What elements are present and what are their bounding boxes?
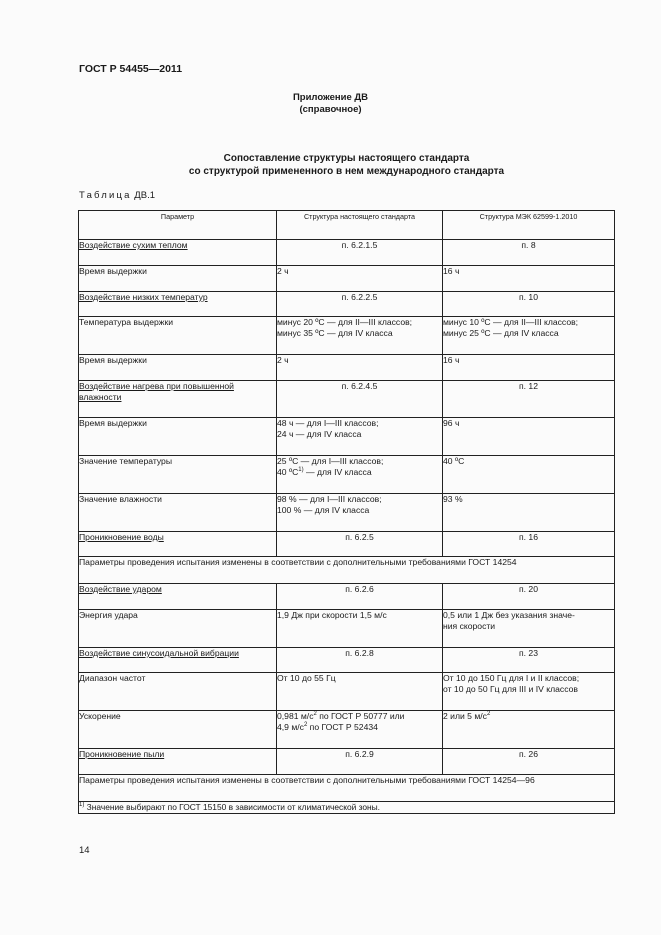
table-row: [79, 673, 615, 711]
section-label: Проникновение пыли: [79, 749, 165, 759]
gost-clause: п. 6.2.6: [277, 584, 443, 610]
gost-value: [277, 317, 443, 355]
gost-clause: п. 6.2.8: [277, 648, 443, 673]
gost-clause: п. 6.2.9: [277, 749, 443, 775]
parameter-label: Ускорение: [79, 711, 277, 749]
section-label: Воздействие низких температур: [79, 292, 208, 302]
gost-value-line: [277, 467, 442, 478]
table-row: [79, 266, 615, 292]
gost-clause: п. 6.2.1.5: [277, 240, 443, 266]
heading-line-2: со структурой примененного в нем международного стандарта: [188, 166, 505, 177]
footnote-marker: 1): [79, 802, 85, 809]
iec-clause: п. 23: [443, 648, 615, 673]
gost-value: [277, 494, 443, 532]
table-header-row: [79, 211, 615, 240]
table-row-section: [79, 648, 615, 673]
table-row-section: [79, 584, 615, 610]
gost-value-line: [277, 722, 442, 733]
comparison-table: [78, 210, 615, 814]
heading-line-1: Сопоставление структуры настоящего стандарта: [223, 153, 470, 164]
iec-clause: п. 16: [443, 532, 615, 557]
table-footnote-row: [79, 802, 615, 814]
iec-value-line: минус 25 ºС — для IV класса: [443, 328, 559, 338]
annex-subtitle: (справочное): [299, 104, 362, 115]
annex-title: Приложение ДВ: [292, 92, 369, 103]
gost-value: 1,9 Дж при скорости 1,5 м/с: [277, 610, 443, 648]
iec-clause: п. 10: [443, 292, 615, 317]
column-header-gost: Структура настоящего стандарта: [277, 211, 443, 240]
table-row: [79, 418, 615, 456]
iec-value: 16 ч: [443, 266, 615, 292]
table-row-section: [79, 532, 615, 557]
parameter-label: Значение температуры: [79, 456, 277, 494]
value-text: 2 или 5 м/с: [443, 711, 487, 721]
iec-value-line: От 10 до 150 Гц для I и II классов;: [443, 673, 580, 683]
column-header-parameter: Параметр: [79, 211, 277, 240]
footnote: [79, 802, 615, 814]
iec-value: 93 %: [443, 494, 615, 532]
table-row: [79, 494, 615, 532]
table-row-note: [79, 557, 615, 584]
value-text: по ГОСТ Р 52434: [307, 722, 378, 732]
gost-clause: п. 6.2.5: [277, 532, 443, 557]
gost-value-line: 100 % — для IV класса: [277, 505, 370, 515]
exponent: 2: [303, 722, 308, 729]
gost-clause: п. 6.2.4.5: [277, 381, 443, 418]
gost-value-line: минус 35 ºС — для IV класса: [277, 328, 393, 338]
iec-value-line: ния скорости: [443, 621, 496, 631]
gost-value-line: 48 ч — для I—III классов;: [277, 418, 379, 428]
exponent: 2: [486, 711, 491, 718]
value-text: 4,9 м/с: [277, 722, 304, 732]
iec-clause: п. 12: [443, 381, 615, 418]
iec-value-line: минус 10 ºС — для II—III классов;: [443, 317, 579, 327]
iec-clause: п. 8: [443, 240, 615, 266]
gost-value: 2 ч: [277, 355, 443, 381]
table-caption-number: ДВ.1: [134, 190, 155, 201]
parameter-label: Время выдержки: [79, 266, 277, 292]
section-label-line: Воздействие нагрева при повышенной: [79, 381, 234, 391]
table-row-note: [79, 775, 615, 802]
parameter-label: Время выдержки: [79, 355, 277, 381]
value-text: 0,981 м/с: [277, 711, 314, 721]
iec-value: 96 ч: [443, 418, 615, 456]
table-row-section: [79, 749, 615, 775]
parameter-label: Энергия удара: [79, 610, 277, 648]
table-row: [79, 610, 615, 648]
table-caption: [79, 190, 155, 201]
iec-value: [443, 711, 615, 749]
footnote-ref: 1): [298, 467, 304, 474]
table-row: [79, 355, 615, 381]
test-parameters-note: Параметры проведения испытания изменены в соответствии с дополнительными требованиями ГОСТ 14254: [79, 557, 615, 584]
value-text: по ГОСТ Р 50777 или: [316, 711, 405, 721]
parameter-label: Время выдержки: [79, 418, 277, 456]
section-label: Воздействие сухим теплом: [79, 240, 188, 250]
section-label: Проникновение воды: [79, 532, 164, 542]
iec-value: [443, 317, 615, 355]
table-row-section: [79, 240, 615, 266]
table-row: [79, 317, 615, 355]
gost-value: 2 ч: [277, 266, 443, 292]
table-row-section: [79, 292, 615, 317]
footnote-text: Значение выбирают по ГОСТ 15150 в зависимости от климатической зоны.: [84, 802, 381, 812]
gost-value: [277, 456, 443, 494]
parameter-label: Диапазон частот: [79, 673, 277, 711]
iec-clause: п. 26: [443, 749, 615, 775]
value-text: 40 ºС: [277, 467, 299, 477]
table-row-section: [79, 381, 615, 418]
parameter-label: Значение влажности: [79, 494, 277, 532]
page-number: 14: [79, 845, 90, 856]
gost-value: [277, 418, 443, 456]
iec-value: [443, 673, 615, 711]
gost-value-line: 25 ºС — для I—III классов;: [277, 456, 384, 466]
gost-value: [277, 711, 443, 749]
iec-value: 16 ч: [443, 355, 615, 381]
gost-value-line: 24 ч — для IV класса: [277, 429, 362, 439]
value-text: — для IV класса: [303, 467, 372, 477]
table-caption-label: Таблица: [79, 190, 132, 201]
test-parameters-note: Параметры проведения испытания изменены в соответствии с дополнительными требованиями ГОСТ 14254—96: [79, 775, 615, 802]
gost-value-line: минус 20 ºС — для II—III классов;: [277, 317, 413, 327]
gost-value-line: 98 % — для I—III классов;: [277, 494, 382, 504]
document-id: ГОСТ Р 54455—2011: [79, 63, 183, 75]
table-row: [79, 711, 615, 749]
iec-value: [443, 610, 615, 648]
section-label: Воздействие синусоидальной вибрации: [79, 648, 239, 658]
iec-value: 40 ºС: [443, 456, 615, 494]
gost-clause: п. 6.2.2.5: [277, 292, 443, 317]
section-label: Воздействие ударом: [79, 584, 162, 594]
gost-value-line: [277, 711, 442, 722]
parameter-label: Температура выдержки: [79, 317, 277, 355]
iec-value-line: от 10 до 50 Гц для III и IV классов: [443, 684, 578, 694]
iec-value-line: 0,5 или 1 Дж без указания значе-: [443, 610, 575, 620]
section-label: [79, 381, 277, 418]
column-header-iec: Структура МЭК 62599-1.2010: [443, 211, 615, 240]
section-label-line: влажности: [79, 392, 122, 402]
iec-clause: п. 20: [443, 584, 615, 610]
gost-value: От 10 до 55 Гц: [277, 673, 443, 711]
exponent: 2: [313, 711, 317, 718]
table-row: [79, 456, 615, 494]
